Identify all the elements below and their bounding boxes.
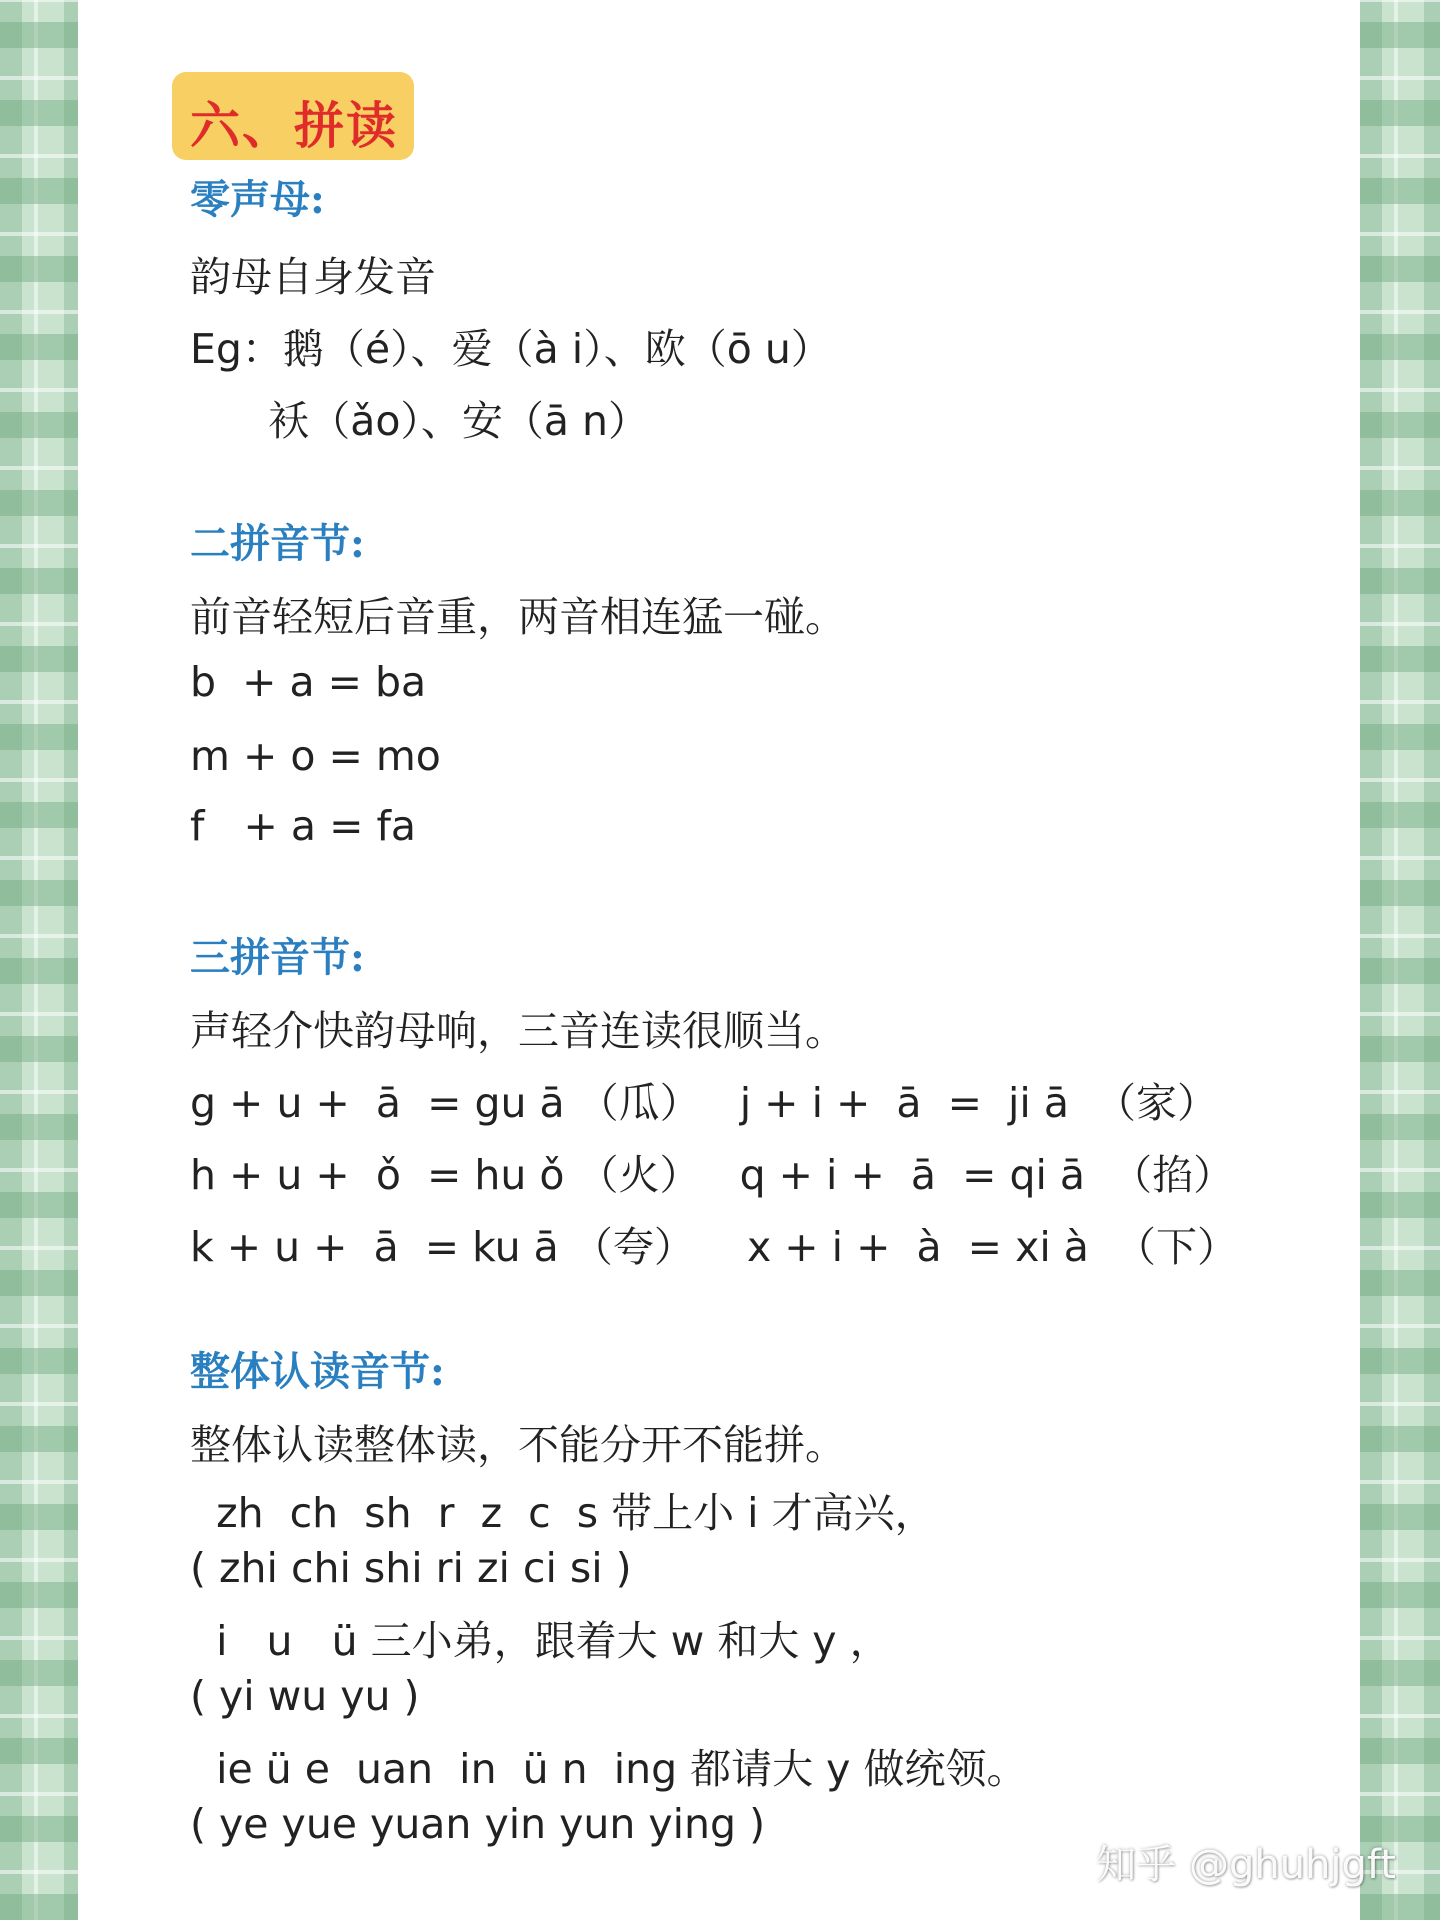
page-title: 六、拼读	[190, 96, 398, 155]
text-line: 袄（ǎo）、安（ā n）	[190, 397, 650, 445]
left-plaid-border	[0, 0, 78, 1920]
text-line: ( zhi chi shi ri zi ci si )	[190, 1544, 632, 1592]
text-line: f + a = fa	[190, 802, 417, 850]
text-line: 前音轻短后音重，两音相连猛一碰。	[190, 593, 846, 641]
watermark: 知乎 @ghuhjgft	[1096, 1842, 1396, 1888]
text-line: b + a = ba	[190, 658, 427, 706]
text-line: k + u + ā = ku ā （夸） x + i + à = xi à （下）	[190, 1223, 1238, 1271]
text-line: ( ye yue yuan yin yun ying )	[190, 1800, 766, 1848]
text-line: h + u + ǒ = hu ǒ （火） q + i + ā = qi ā （掐）	[190, 1151, 1235, 1199]
text-line: g + u + ā = gu ā （瓜） j + i + ā = ji ā （家）	[190, 1079, 1219, 1127]
section-heading-whole-read: 整体认读音节:	[190, 1348, 445, 1395]
text-line: Eg：鹅（é）、爱（à i）、欧（ō u）	[190, 325, 832, 373]
text-line: m + o = mo	[190, 732, 441, 780]
text-line: 整体认读整体读，不能分开不能拼。	[190, 1421, 846, 1469]
text-line: zh ch sh r z c s 带上小 i 才高兴，	[190, 1489, 936, 1537]
section-heading-three-part: 三拼音节:	[190, 934, 365, 981]
text-line: 声轻介快韵母响，三音连读很顺当。	[190, 1007, 846, 1055]
section-heading-two-part: 二拼音节:	[190, 520, 365, 567]
section-heading-zero-initial: 零声母:	[190, 176, 325, 223]
text-line: i u ü 三小弟，跟着大 w 和大 y ，	[190, 1617, 891, 1665]
text-line: ( yi wu yu )	[190, 1672, 420, 1720]
right-plaid-border	[1360, 0, 1440, 1920]
content-page	[78, 0, 1360, 1920]
text-line: 韵母自身发音	[190, 253, 436, 301]
text-line: ie ü e uan in ü n ing 都请大 y 做统领。	[190, 1745, 1028, 1793]
